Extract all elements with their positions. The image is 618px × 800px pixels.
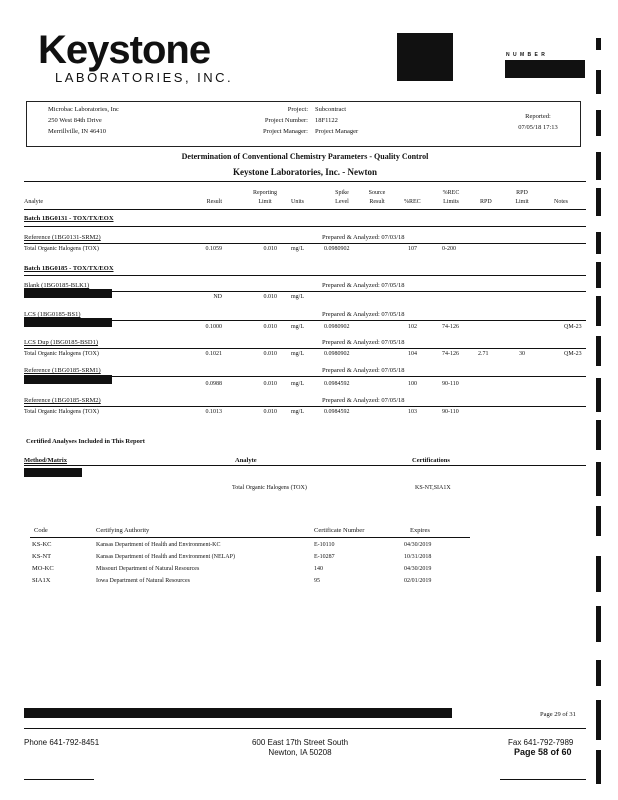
rec-limits-value: 74-126 xyxy=(442,351,459,357)
col-rec-limits-2: Limits xyxy=(443,199,459,205)
report-title: Determination of Conventional Chemistry Parameters - Quality Control xyxy=(181,152,429,161)
qc-prep-date: Prepared & Analyzed: 07/03/18 xyxy=(322,234,405,241)
reporting-limit-value: 0.010 xyxy=(263,246,277,252)
project-number-value: 18F1122 xyxy=(315,117,338,124)
analyte-name: Total Organic Halogens (TOX) xyxy=(24,409,99,415)
notes-value: QM-23 xyxy=(564,351,582,357)
col-spike-2: Level xyxy=(335,199,349,205)
redacted-block xyxy=(24,375,112,384)
auth-name: Missouri Department of Natural Resources xyxy=(96,566,200,572)
certified-heading: Certified Analyses Included in This Report xyxy=(26,438,145,445)
col-source-1: Source xyxy=(368,190,386,196)
auth-code: SIA1X xyxy=(32,577,51,584)
footer-bar xyxy=(24,708,452,718)
rec-limits-value: 0-200 xyxy=(442,246,456,252)
auth-number: E-10110 xyxy=(314,542,335,548)
analyte-name: Total Organic Halogens (TOX) xyxy=(24,246,99,252)
rec-limits-value: 90-110 xyxy=(442,381,459,387)
auth-code: KS-KC xyxy=(32,541,52,548)
company-logo: Keystone xyxy=(38,28,211,72)
qc-prep-date: Prepared & Analyzed: 07/05/18 xyxy=(322,282,405,289)
col-spike-1: Spike xyxy=(335,190,349,196)
redacted-block xyxy=(505,60,585,78)
rpd-limit-value: 30 xyxy=(519,351,525,357)
spike-value: 0.0984592 xyxy=(324,381,350,387)
result-value: 0.1059 xyxy=(205,246,222,252)
col-notes: Notes xyxy=(554,199,568,205)
auth-number: E-10287 xyxy=(314,554,335,560)
footer-rule xyxy=(24,779,94,780)
units-value: mg/L xyxy=(291,324,304,330)
cert-col-certifications: Certifications xyxy=(412,457,450,464)
rec-value: 104 xyxy=(408,351,417,357)
qc-sample-label: LCS Dup (1BG0185-BSD1) xyxy=(24,339,99,346)
footer-fax: Fax 641-792-7989 xyxy=(508,738,574,747)
rec-limits-value: 74-126 xyxy=(442,324,459,330)
reported-value: 07/05/18 17:13 xyxy=(518,124,558,131)
report-subtitle: Keystone Laboratories, Inc. - Newton xyxy=(233,167,377,177)
redacted-block xyxy=(24,289,112,298)
redacted-block xyxy=(24,468,82,477)
rec-value: 107 xyxy=(408,246,417,252)
analyte-name: Total Organic Halogens (TOX) xyxy=(24,351,99,357)
col-rec: %REC xyxy=(404,199,421,205)
rec-limits-value: 90-110 xyxy=(442,409,459,415)
auth-number: 140 xyxy=(314,566,323,572)
rec-value: 103 xyxy=(408,409,417,415)
page-number-outer: Page 58 of 60 xyxy=(514,747,572,757)
qc-sample-label: Blank (1BG0185-BLK1) xyxy=(24,282,90,289)
rec-value: 100 xyxy=(408,381,417,387)
qc-prep-date: Prepared & Analyzed: 07/05/18 xyxy=(322,397,405,404)
col-rpd-limit-1: RPD xyxy=(516,190,528,196)
company-logo-subtitle: LABORATORIES, INC. xyxy=(55,70,234,85)
qc-prep-date: Prepared & Analyzed: 07/05/18 xyxy=(322,367,405,374)
cert-col-analyte: Analyte xyxy=(235,457,257,464)
redacted-block xyxy=(397,33,453,81)
project-label: Project: xyxy=(287,106,308,113)
cert-analyte: Total Organic Halogens (TOX) xyxy=(232,485,307,491)
col-rl-1: Reporting xyxy=(253,190,277,196)
auth-col-expires: Expires xyxy=(410,527,430,534)
notes-value: QM-23 xyxy=(564,324,582,330)
corner-label: N U M B E R xyxy=(506,52,546,58)
project-manager-value: Project Manager xyxy=(315,128,359,135)
batch-heading: Batch 1BG0185 - TOX/TX/EOX xyxy=(24,265,114,272)
qc-prep-date: Prepared & Analyzed: 07/05/18 xyxy=(322,339,405,346)
project-value: Subcontract xyxy=(315,106,347,113)
cert-codes: KS-NT,SIA1X xyxy=(415,485,451,491)
batch-heading: Batch 1BG0131 - TOX/TX/EOX xyxy=(24,215,114,222)
spike-value: 0.0980902 xyxy=(324,351,350,357)
cert-col-method: Method/Matrix xyxy=(24,457,67,464)
project-manager-label: Project Manager: xyxy=(263,128,308,135)
footer-address-line2: Newton, IA 50208 xyxy=(268,748,332,757)
result-value: 0.1000 xyxy=(205,324,222,330)
auth-number: 95 xyxy=(314,578,320,584)
reporting-limit-value: 0.010 xyxy=(263,351,277,357)
rpd-value: 2.71 xyxy=(478,351,489,357)
units-value: mg/L xyxy=(291,246,304,252)
client-address-line1: 250 West 84th Drive xyxy=(48,117,102,124)
footer-rule xyxy=(500,779,586,780)
auth-code: KS-NT xyxy=(32,553,52,560)
qc-sample-label: LCS (1BG0185-BS1) xyxy=(24,311,81,318)
page-number-inner: Page 29 of 31 xyxy=(540,711,576,718)
project-number-label: Project Number: xyxy=(264,117,308,124)
auth-expires: 04/30/2019 xyxy=(404,566,432,572)
footer-phone: Phone 641-792-8451 xyxy=(24,738,100,747)
units-value: mg/L xyxy=(291,351,304,357)
col-analyte: Analyte xyxy=(24,199,43,205)
col-rl-2: Limit xyxy=(258,199,272,205)
reporting-limit-value: 0.010 xyxy=(263,324,277,330)
auth-name: Kansas Department of Health and Environment-KC xyxy=(96,542,221,548)
reporting-limit-value: 0.010 xyxy=(263,294,277,300)
col-rec-limits-1: %REC xyxy=(442,190,460,196)
result-value: 0.0988 xyxy=(205,381,222,387)
auth-expires: 02/01/2019 xyxy=(404,578,432,584)
qc-sample-label: Reference (1BG0131-SRM2) xyxy=(24,234,101,241)
auth-col-authority: Certifying Authority xyxy=(96,527,150,534)
col-rpd-limit-2: Limit xyxy=(515,199,529,205)
col-result: Result xyxy=(206,199,222,205)
result-value: 0.1021 xyxy=(205,351,222,357)
auth-name: Iowa Department of Natural Resources xyxy=(96,578,190,584)
units-value: mg/L xyxy=(291,294,304,300)
rec-value: 102 xyxy=(408,324,417,330)
client-name: Microbac Laboratories, Inc xyxy=(48,106,119,113)
redacted-block xyxy=(24,318,112,327)
auth-col-number: Certificate Number xyxy=(314,527,365,534)
col-source-2: Result xyxy=(369,199,385,205)
col-rpd: RPD xyxy=(480,199,492,205)
result-value: ND xyxy=(213,294,222,300)
client-address-line2: Merrillville, IN 46410 xyxy=(48,128,106,135)
auth-code: MO-KC xyxy=(32,565,54,572)
spike-value: 0.0984592 xyxy=(324,409,350,415)
auth-expires: 10/31/2018 xyxy=(404,554,432,560)
qc-sample-label: Reference (1BG0185-SRM1) xyxy=(24,367,101,374)
units-value: mg/L xyxy=(291,409,304,415)
reported-label: Reported: xyxy=(525,113,551,120)
reporting-limit-value: 0.010 xyxy=(263,409,277,415)
units-value: mg/L xyxy=(291,381,304,387)
spike-value: 0.0980902 xyxy=(324,246,350,252)
result-value: 0.1013 xyxy=(205,409,222,415)
qc-sample-label: Reference (1BG0185-SRM2) xyxy=(24,397,101,404)
spike-value: 0.0980902 xyxy=(324,324,350,330)
reporting-limit-value: 0.010 xyxy=(263,381,277,387)
qc-prep-date: Prepared & Analyzed: 07/05/18 xyxy=(322,311,405,318)
auth-name: Kansas Department of Health and Environment (NELAP) xyxy=(96,554,235,560)
col-units: Units xyxy=(291,199,305,205)
auth-col-code: Code xyxy=(34,527,48,534)
auth-expires: 04/30/2019 xyxy=(404,542,432,548)
footer-address-line1: 600 East 17th Street South xyxy=(251,738,349,747)
